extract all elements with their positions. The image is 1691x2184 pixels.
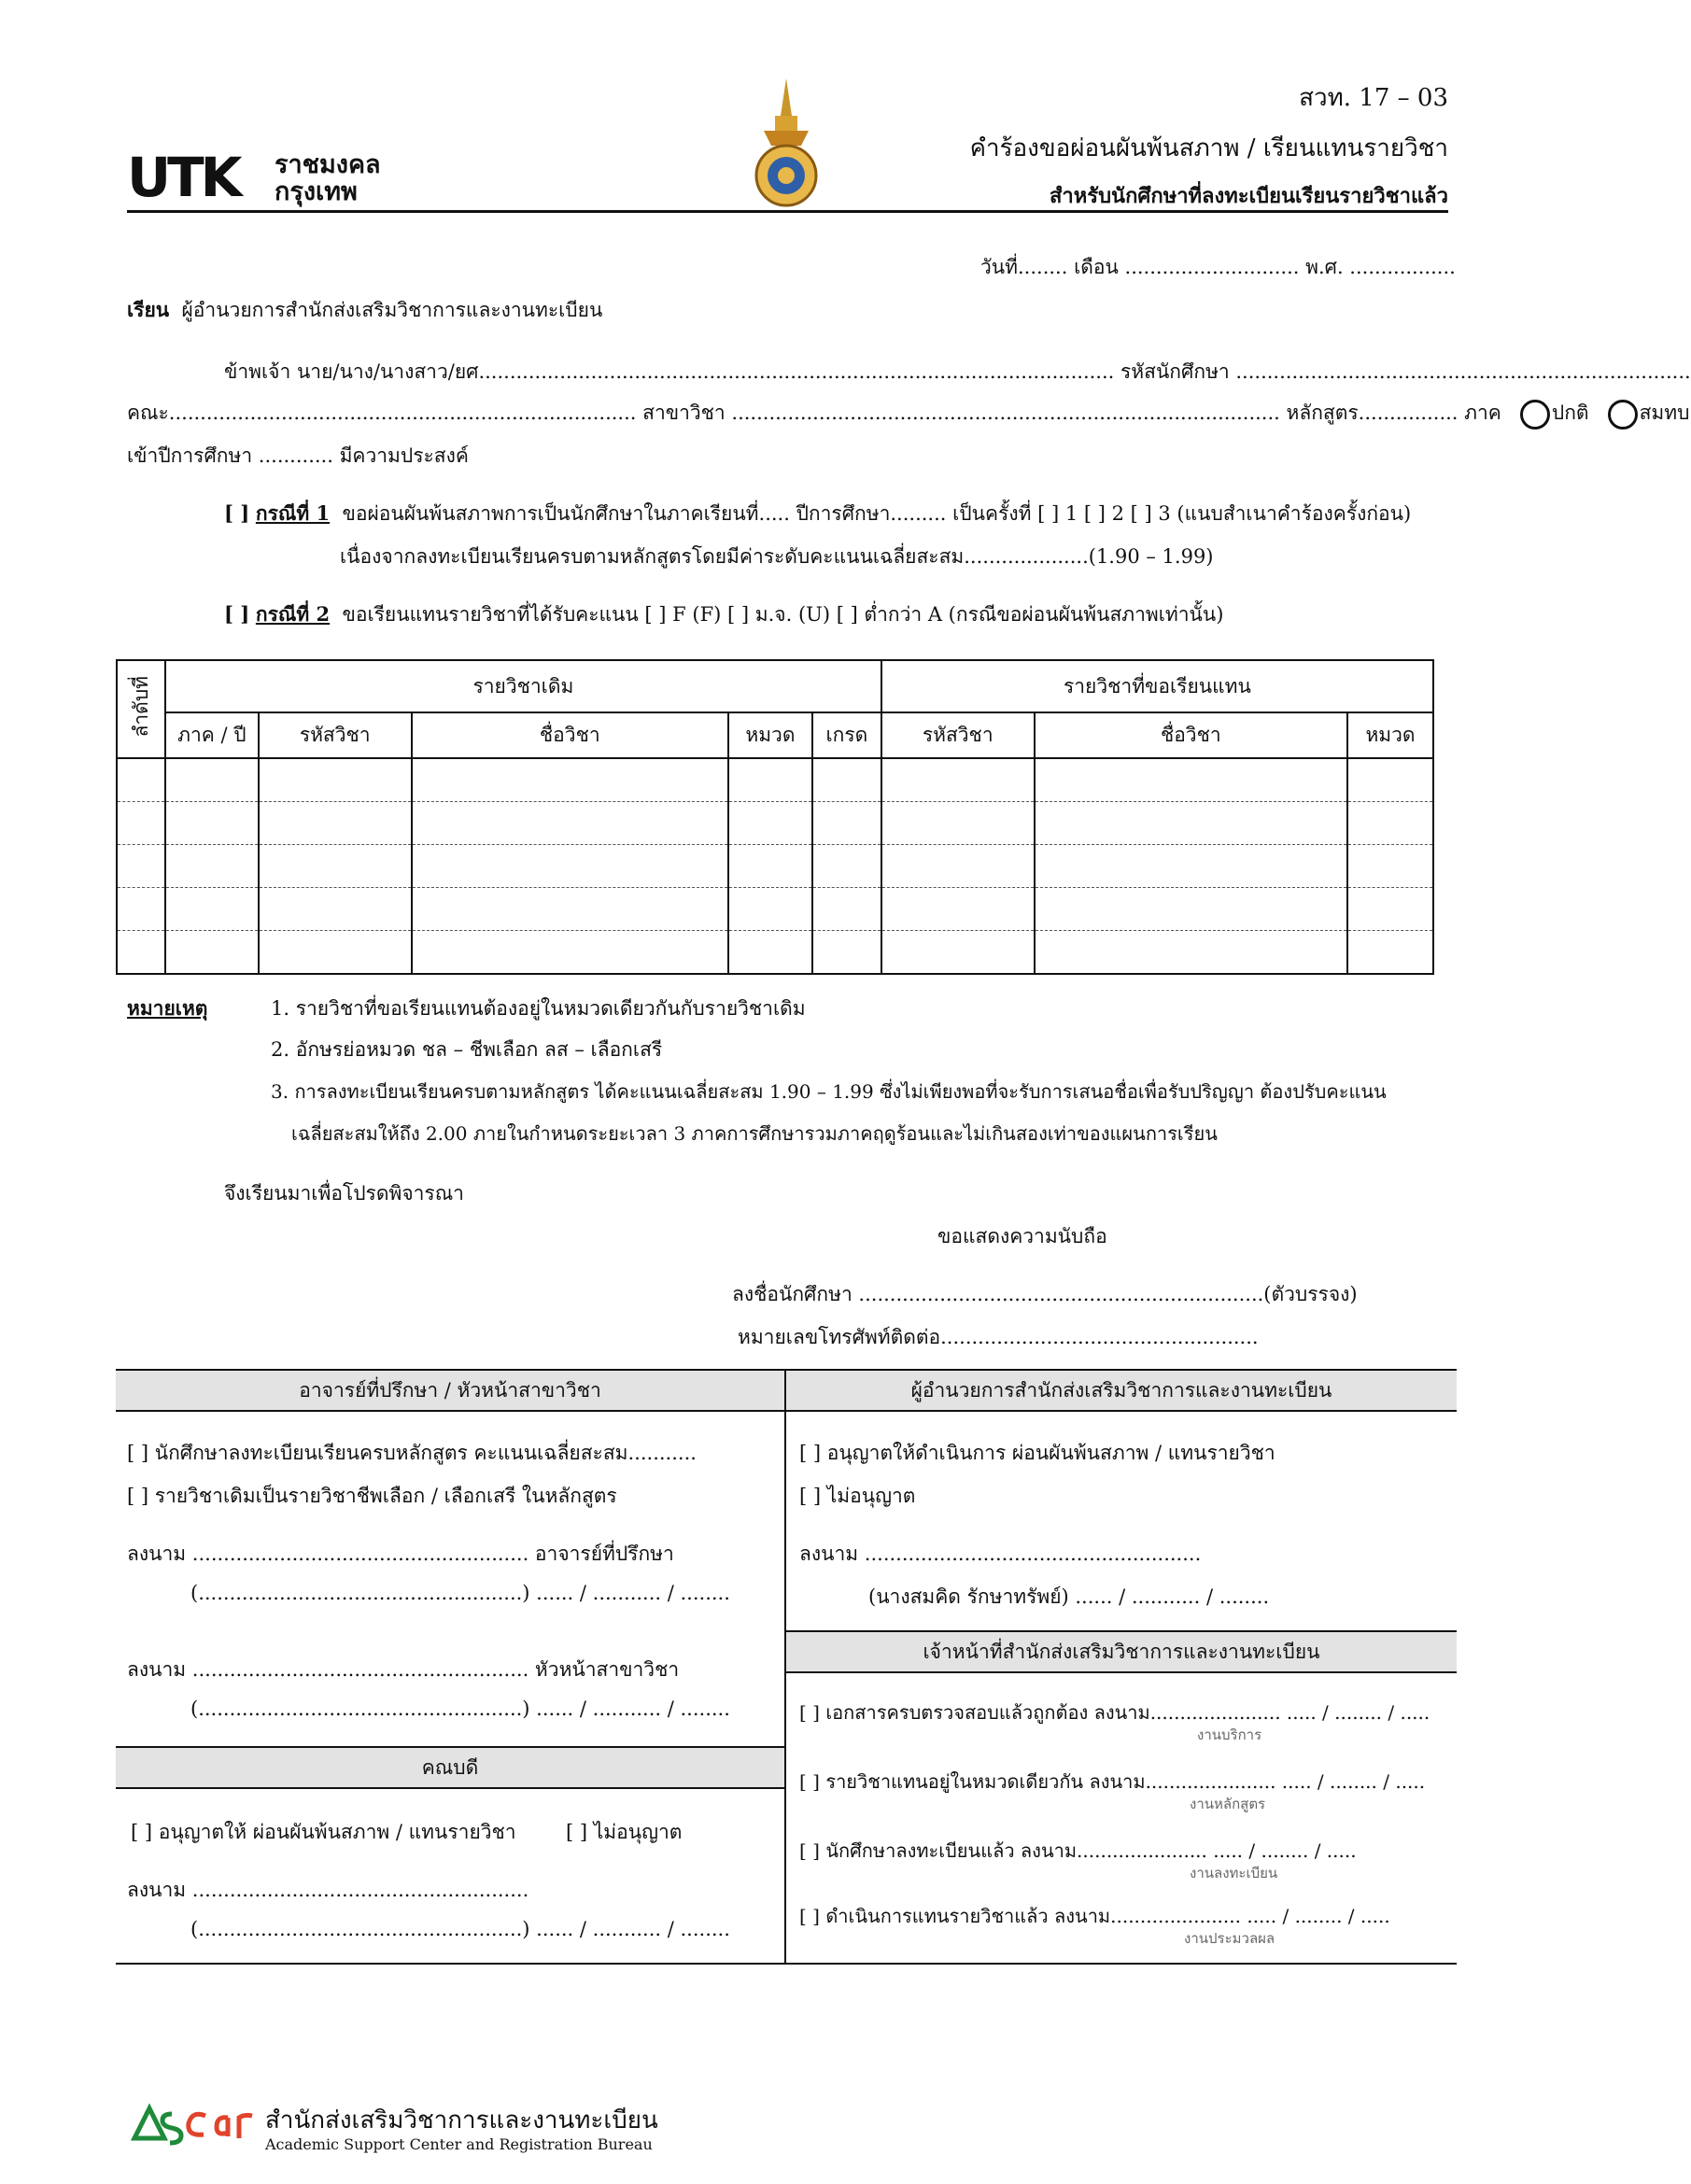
radio-normal[interactable]	[1520, 400, 1550, 430]
note-1: 1. รายวิชาที่ขอเรียนแทนต้องอยู่ในหมวดเดียวกันกับรายวิชาเดิม	[271, 997, 806, 1020]
table-row[interactable]	[117, 930, 1433, 974]
dean-signature[interactable]: ลงนาม ......................................................	[127, 1879, 529, 1901]
salutation: เรียน ผู้อำนวยการสำนักส่งเสริมวิชาการและงานทะเบียน	[127, 298, 603, 321]
form-title: คำร้องขอผ่อนผันพ้นสภาพ / เรียนแทนรายวิชา	[969, 134, 1448, 162]
panel-bottom-line	[116, 1963, 1457, 1965]
staff-row-done[interactable]: [ ] ดำเนินการแทนรายวิชาแล้ว ลงนาม...................... ..... / ........ / .....	[799, 1905, 1390, 1927]
col-grade: เกรด	[812, 712, 881, 758]
head-name-date[interactable]: (....................................................) ...... / ........... / ........	[190, 1698, 730, 1720]
case2[interactable]: [ ] กรณีที่ 2 ขอเรียนแทนรายวิชาที่ได้รับคะแนน [ ] F (F) [ ] ม.จ. (U) [ ] ต่ำกว่า A (กรณีขอผ่อนผันพ้นสภาพเท่านั้น)	[224, 602, 1224, 626]
staff-unit-registration: งานลงทะเบียน	[1190, 1865, 1278, 1881]
form-subtitle: สำหรับนักศึกษาที่ลงทะเบียนเรียนรายวิชาแล้ว	[1049, 184, 1448, 208]
advisor-header: อาจารย์ที่ปรึกษา / หัวหน้าสาขาวิชา	[116, 1369, 784, 1412]
case1-line2: เนื่องจากลงทะเบียนเรียนครบตามหลักสูตรโดยมีค่าระดับคะแนนเฉลี่ยสะสม....................(1.90 – 1.99)	[340, 545, 1214, 568]
dean-approve[interactable]: [ ] อนุญาตให้ ผ่อนผันพ้นสภาพ / แทนรายวิชา	[131, 1821, 516, 1843]
staff-row-registered[interactable]: [ ] นักศึกษาลงทะเบียนแล้ว ลงนาม...................... ..... / ........ / .....	[799, 1839, 1357, 1862]
col-code: รหัสวิชา	[259, 712, 412, 758]
entry-year-line[interactable]: เข้าปีการศึกษา ............ มีความประสงค์	[127, 444, 469, 467]
table-row[interactable]	[117, 888, 1433, 931]
director-name-date[interactable]: (นางสมคิด รักษาทรัพย์) ...... / ........... / ........	[868, 1585, 1270, 1608]
advisor-check-2[interactable]: [ ] รายวิชาเดิมเป็นรายวิชาชีพเลือก / เลือกเสรี ในหลักสูตร	[127, 1485, 617, 1507]
university-emblem-icon	[747, 78, 825, 209]
director-approve[interactable]: [ ] อนุญาตให้ดำเนินการ ผ่อนผันพ้นสภาพ / แทนรายวิชา	[799, 1442, 1275, 1464]
advisor-name-date[interactable]: (....................................................) ...... / ........... / ........	[190, 1582, 730, 1604]
director-deny[interactable]: [ ] ไม่อนุญาต	[799, 1485, 916, 1507]
col-sub-name: ชื่อวิชา	[1035, 712, 1347, 758]
head-signature[interactable]: ลงนาม ...................................................... หัวหน้าสาขาวิชา	[127, 1658, 680, 1681]
substitute-course-header: รายวิชาที่ขอเรียนแทน	[881, 660, 1433, 712]
utk-logo	[127, 146, 407, 215]
staff-header: เจ้าหน้าที่สำนักส่งเสริมวิชาการและงานทะเบียน	[786, 1630, 1457, 1673]
staff-unit-processing: งานประมวลผล	[1184, 1930, 1275, 1947]
table-row[interactable]	[117, 845, 1433, 888]
director-header: ผู้อำนวยการสำนักส่งเสริมวิชาการและงานทะเบียน	[786, 1369, 1457, 1412]
original-course-header: รายวิชาเดิม	[165, 660, 881, 712]
radio-tiered[interactable]	[1608, 400, 1638, 430]
staff-row-category[interactable]: [ ] รายวิชาแทนอยู่ในหมวดเดียวกัน ลงนาม...................... ..... / ........ / .....	[799, 1770, 1426, 1793]
col-semester: ภาค / ปี	[165, 712, 259, 758]
staff-row-docs[interactable]: [ ] เอกสารครบตรวจสอบแล้วถูกต้อง ลงนาม...................... ..... / ........ / .....	[799, 1701, 1430, 1724]
col-sub-category: หมวด	[1347, 712, 1433, 758]
date-line[interactable]: วันที่........ เดือน ............................ พ.ศ. .................	[980, 256, 1456, 278]
director-signature[interactable]: ลงนาม ......................................................	[799, 1543, 1202, 1565]
note-2: 2. อักษรย่อหมวด ชล – ชีพเลือก ลส – เลือกเสรี	[271, 1038, 663, 1061]
dean-deny[interactable]: [ ] ไม่อนุญาต	[566, 1821, 683, 1843]
footer-org-en: Academic Support Center and Registration Bureau	[265, 2135, 653, 2153]
dean-name-date[interactable]: (....................................................) ...... / ........... / ........	[190, 1918, 730, 1940]
table-row[interactable]	[117, 802, 1433, 845]
table-row[interactable]	[117, 758, 1433, 801]
col-no-header: ลำดับที่	[117, 660, 165, 758]
closing-respect: ขอแสดงความนับถือ	[937, 1225, 1107, 1247]
name-id-line[interactable]: ข้าพเจ้า นาย/นาง/นางสาว/ยศ...................................................................................................... รหัสนักศึกษา .........................................................................	[224, 360, 1691, 383]
faculty-line[interactable]: คณะ........................................................................... สาขาวิชา ........................................................................................ หลักสูตร................ ภาค ปกติ สมทบ	[127, 398, 1689, 430]
footer-org-th: สำนักส่งเสริมวิชาการและงานทะเบียน	[265, 2107, 658, 2135]
note-3-cont: เฉลี่ยสะสมให้ถึง 2.00 ภายในกำหนดระยะเวลา 3 ภาคการศึกษารวมภาคฤดูร้อนและไม่เกินสองเท่าของแผนการเรียน	[291, 1122, 1218, 1145]
form-code: สวท. 17 – 03	[1299, 84, 1448, 112]
header-divider	[127, 210, 1448, 213]
staff-unit-service: งานบริการ	[1197, 1726, 1262, 1743]
dean-header: คณบดี	[116, 1746, 784, 1789]
case1[interactable]: [ ] กรณีที่ 1 ขอผ่อนผันพ้นสภาพการเป็นนักศึกษาในภาคเรียนที่..... ปีการศึกษา......... เป็นครั้งที่ [ ] 1 [ ] 2 [ ] 3 (แนบสำเนาคำร้องครั้งก่อน)	[224, 501, 1412, 525]
col-category: หมวด	[728, 712, 812, 758]
advisor-check-1[interactable]: [ ] นักศึกษาลงทะเบียนเรียนครบหลักสูตร คะแนนเฉลี่ยสะสม...........	[127, 1442, 697, 1464]
staff-unit-curriculum: งานหลักสูตร	[1190, 1796, 1266, 1812]
student-signature[interactable]: ลงชื่อนักศึกษา .................................................................(ตัวบรรจง)	[732, 1283, 1358, 1305]
utk-logo-text: ราชมงคล กรุงเทพ	[275, 150, 381, 206]
closing-request: จึงเรียนมาเพื่อโปรดพิจารณา	[224, 1182, 464, 1205]
col-sub-code: รหัสวิชา	[881, 712, 1035, 758]
course-table	[116, 659, 1434, 975]
utk-logo-mark: UTK	[127, 146, 239, 209]
student-phone[interactable]: หมายเลขโทรศัพท์ติดต่อ...................................................	[738, 1326, 1259, 1348]
ascar-logo-icon	[131, 2101, 258, 2149]
advisor-signature[interactable]: ลงนาม ...................................................... อาจารย์ที่ปรึกษา	[127, 1543, 674, 1565]
note-3: 3. การลงทะเบียนเรียนครบตามหลักสูตร ได้คะแนนเฉลี่ยสะสม 1.90 – 1.99 ซึ่งไม่เพียงพอที่จะรับการเสนอชื่อเพื่อรับปริญญา ต้องปรับคะแนน	[271, 1080, 1387, 1103]
notes-label: หมายเหตุ	[127, 996, 208, 1020]
ascar-logo	[131, 2101, 258, 2154]
col-name: ชื่อวิชา	[412, 712, 728, 758]
